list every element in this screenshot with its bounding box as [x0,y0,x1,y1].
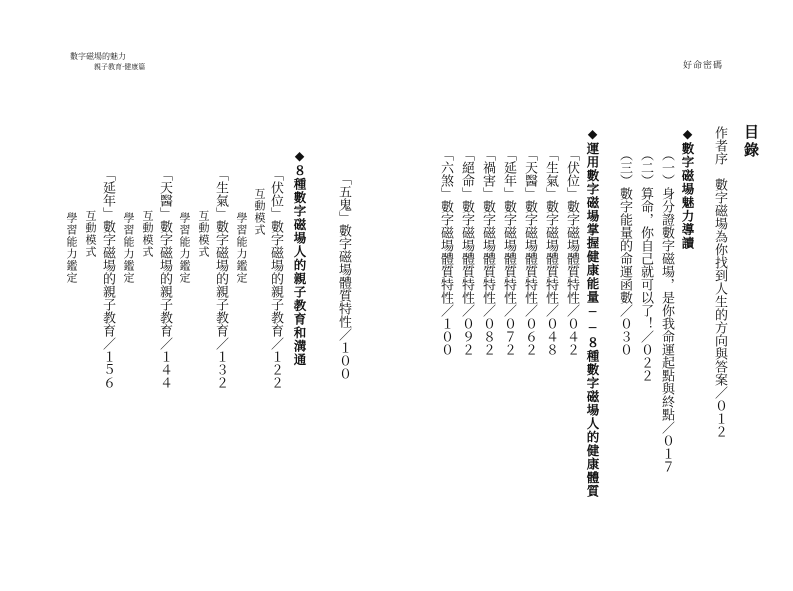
toc-entry-intro-3: （三）數字能量的命運函數／０３０ [617,148,632,356]
left-running-header [70,52,145,72]
toc-entry-intro-1: （一）身分證數字磁場，是你我命運起點與終點／０１７ [659,148,674,473]
left-header-title: 數字磁場的魅力 [70,52,126,61]
toc-sub-tianyi-interaction: 互動模式 [141,210,154,258]
toc-entry-health-huohai: 「禍害」數字磁場體質特性／０８２ [480,148,495,356]
toc-entry-parenting-shengqi: 「生氣」數字磁場的親子教育／１３２ [213,168,228,389]
toc-entry-health-wugui: 「五鬼」數字磁場體質特性／１００ [336,172,351,380]
toc-sub-shengqi-interaction: 互動模式 [197,210,210,258]
toc-entry-parenting-fuwei: 「伏位」數字磁場的親子教育／１２２ [268,168,283,389]
toc-sub-tianyi-learning: 學習能力鑑定 [122,212,135,284]
toc-section-parenting: ◆８種數字磁場人的親子教育和溝通 [292,148,307,367]
toc-sub-fuwei-learning: 學習能力鑑定 [235,212,248,284]
toc-entry-health-yannian: 「延年」數字磁場體質特性／０７２ [501,148,516,356]
toc-sub-yannian-interaction: 互動模式 [84,210,97,258]
toc-entry-health-fuwei: 「伏位」數字磁場體質特性／０４２ [564,148,579,356]
toc-entry-health-jueming: 「絕命」數字磁場體質特性／０９２ [459,148,474,356]
toc-entry-parenting-tianyi: 「天醫」數字磁場的親子教育／１４４ [157,168,172,389]
toc-entry-health-shengqi: 「生氣」數字磁場體質特性／０４８ [543,148,558,356]
toc-sub-yannian-learning: 學習能力鑑定 [65,212,78,284]
toc-section-health: ◆運用數字磁場掌握健康能量──８種數字磁場人的健康體質 [585,126,600,498]
toc-entry-health-liusha: 「六煞」數字磁場體質特性／１００ [438,148,453,356]
left-header-subtitle: 親子教育·健康篇 [94,63,146,71]
toc-entry-health-tianyi: 「天醫」數字磁場體質特性／０６２ [522,148,537,356]
right-running-header: 好命密碼 [683,61,724,71]
toc-title: 目錄 [742,124,760,160]
toc-sub-shengqi-learning: 學習能力鑑定 [178,212,191,284]
toc-entry-parenting-yannian: 「延年」數字磁場的親子教育／１５６ [100,168,115,389]
toc-entry-intro-2: （二）算命，你自己就可以了！／０２２ [638,148,653,382]
toc-entry-preface: 作者序 數字磁場為你找到人生的方向與答案／０１２ [712,126,727,438]
toc-section-intro: ◆數字磁場魅力導讀 [680,126,695,250]
toc-sub-fuwei-interaction: 互動模式 [253,188,266,236]
